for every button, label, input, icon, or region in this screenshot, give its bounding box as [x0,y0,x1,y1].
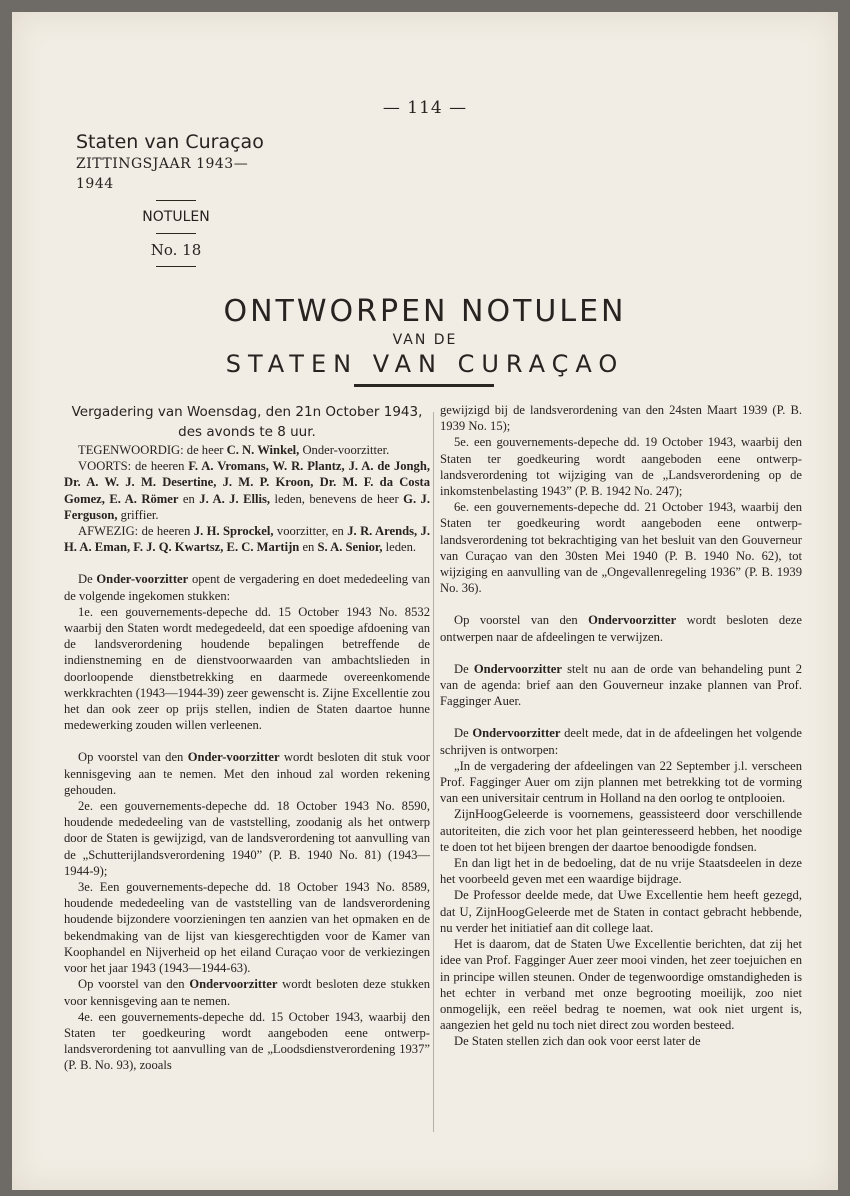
issue-number: No. 18 [150,241,202,259]
paragraph: 6e. een gouvernements-depeche dd. 21 October 1943, waarbij den Staten ter goedkeuring wordt aangeboden eene ontwerp-landsverordening tot bekrachtiging van het besluit van den Gouverneur van Curaçao van den 30sten Mei 1940 (P. B. 1940 No. 62), tot wijziging en aanvulling van de „Ongevallenregeling 1936” (P. B. 1939 No. 36). [440,500,802,596]
document-page [12,12,838,1190]
left-column [64,402,430,1074]
paragraph: De Ondervoorzitter deelt mede, dat in de afdeelingen het volgende schrijven is ontworpen: [440,726,802,757]
page-title: ONTWORPEN NOTULEN [223,294,627,329]
attendance-absent: AFWEZIG: de heeren J. H. Sprockel, voorzitter, en J. R. Arends, J. H. A. Eman, F. J. Q. Kwartsz, E. C. Martijn en S. A. Senior, leden. [64,524,430,555]
page-number: — 114 — [382,98,468,118]
paragraph: En dan ligt het in de bedoeling, dat de nu vrije Staatsdeelen in deze het voorbeeld geven met een waardige bijdrage. [440,856,802,887]
divider [156,200,196,201]
paragraph: ZijnHoogGeleerde is voornemens, geassisteerd door verschillende autoriteiten, die zich voor het plan geinteresseerd hebben, het noodige te doen tot het bijeen brengen der daartoe benoodigde fondsen. [440,807,802,854]
paragraph: De Ondervoorzitter stelt nu aan de orde van behandeling punt 2 van de agenda: brief aan den Gouverneur inzake plannen van Prof. Fagginger Auer. [440,661,803,709]
page-subtitle: STATEN VAN CURAÇAO [225,350,625,378]
session-year: ZITTINGSJAAR 1943—1944 [76,156,249,192]
column-divider [433,412,434,1132]
paragraph: Op voorstel van den Onder-voorzitter wordt besloten dit stuk voor kennisgeving aan te nemen. Met den inhoud zal worden rekening gehouden. [64,750,430,797]
right-column [440,402,802,1050]
paragraph: Het is daarom, dat de Staten Uwe Excellentie berichten, dat zij het idee van Prof. Fagginger Auer zeer mooi vinden, het zeer toejuichen en in principe willen steunen. Onder de tegenwoordige omstandigheden is het echter in verband met onze begrooting moeilijk, zoo niet onmogelijk, een reëel bedrag te noemen, wat ook niet urgent is, aangezien het geld nu toch niet direct zou worden besteed. [440,937,802,1033]
paragraph: „In de vergadering der afdeelingen van 22 September j.l. verscheen Prof. Fagginger Auer om zijn plannen met betrekking tot de vorming van een universitair centrum in Holland na den oorlog te ontplooien. [440,758,802,806]
paragraph: 1e. een gouvernements-depeche dd. 15 October 1943 No. 8532 waarbij den Staten wordt medegedeeld, dat een spoedige afdoening van de landsverordening houdende bepalingen betreffende de indienstneming en de dienstvoorwaarden van ambachtslieden in doorloopende dienstbetrekking en daarmede overeenkomende werkkrachten (1943—1944-39) zeer gewenscht is. Zijne Excellentie zou het dan ook zeer op prijs stellen, indien de Staten daartoe hunne medewerking zouden willen verleenen. [64,604,430,733]
section-label: NOTULEN [142,209,210,225]
paragraph: De Professor deelde mede, dat Uwe Excellentie hem heeft gezegd, dat U, ZijnHoogGeleerde met de Staten in contact gebracht hebbende, nu verder het initiatief aan dit college laat. [440,888,802,935]
attendance-further: VOORTS: de heeren F. A. Vromans, W. R. Plantz, J. A. de Jongh, Dr. A. W. J. M. Desertine, J. M. P. Kroon, Dr. M. F. da Costa Gomez, E. A. Römer en J. A. J. Ellis, leden, benevens de heer G. J. Ferguson, griffier. [64,459,431,522]
paragraph: 2e. een gouvernements-depeche dd. 18 October 1943 No. 8590, houdende mededeeling van de vaststelling, zoodanig als het ontwerp door de Staten is gewijzigd, van de landsverordening tot aanvulling van de „Schutterijlandsverordening 1940” (P. B. 1940 No. 81) (1943—1944-9); [64,799,430,878]
divider [156,266,196,267]
paragraph: 4e. een gouvernements-depeche dd. 15 October 1943, waarbij den Staten ter goedkeuring wordt aangeboden eene ontwerp-landsverordening tot aanvulling van de „Loodsdienstverordening 1937” (P. B. No. 93), zooals [64,1009,430,1073]
attendance-present: TEGENWOORDIG: de heer C. N. Winkel, Onder-voorzitter. [78,443,390,457]
masthead-title: Staten van Curaçao [76,131,264,153]
paragraph: 3e. Een gouvernements-depeche dd. 18 October 1943 No. 8589, houdende mededeeling van de vaststelling van de landsverordening houdende bijzondere voorzieningen ten aanzien van het opmaken en de bekendmaking van de lijst van kiesgerechtigden voor de Kamer van Koophandel en Nijverheid op het eiland Curaçao voor de verkiezingen voor het jaar 1943 (1943—1944-63). [64,880,430,976]
paragraph: gewijzigd bij de landsverordening van den 24sten Maart 1939 (P. B. 1939 No. 15); [440,403,802,434]
paragraph: Op voorstel van den Ondervoorzitter wordt besloten deze ontwerpen naar de afdeelingen te verwijzen. [440,613,802,644]
divider [156,233,196,234]
meeting-heading: Vergadering van Woensdag, den 21n October 1943, des avonds te 8 uur. [71,404,423,440]
paragraph: Op voorstel van den Ondervoorzitter wordt besloten deze stukken voor kennisgeving aan te nemen. [64,977,430,1008]
subtitle-underline [354,384,494,387]
paragraph: De Onder-voorzitter opent de vergadering en doet mededeeling van de volgende ingekomen stukken: [64,572,430,603]
title-connector: VAN DE [392,332,458,348]
paragraph: De Staten stellen zich dan ook voor eerst later de [454,1034,701,1049]
masthead [76,130,276,273]
paragraph: 5e. een gouvernements-depeche dd. 19 October 1943, waarbij den Staten ter goedkeuring wordt aangeboden eene ontwerp-landsverordening tot wijziging van de „Landsverordening op de inkomstenbelasting 1943” (P. B. 1942 No. 247); [440,435,802,499]
